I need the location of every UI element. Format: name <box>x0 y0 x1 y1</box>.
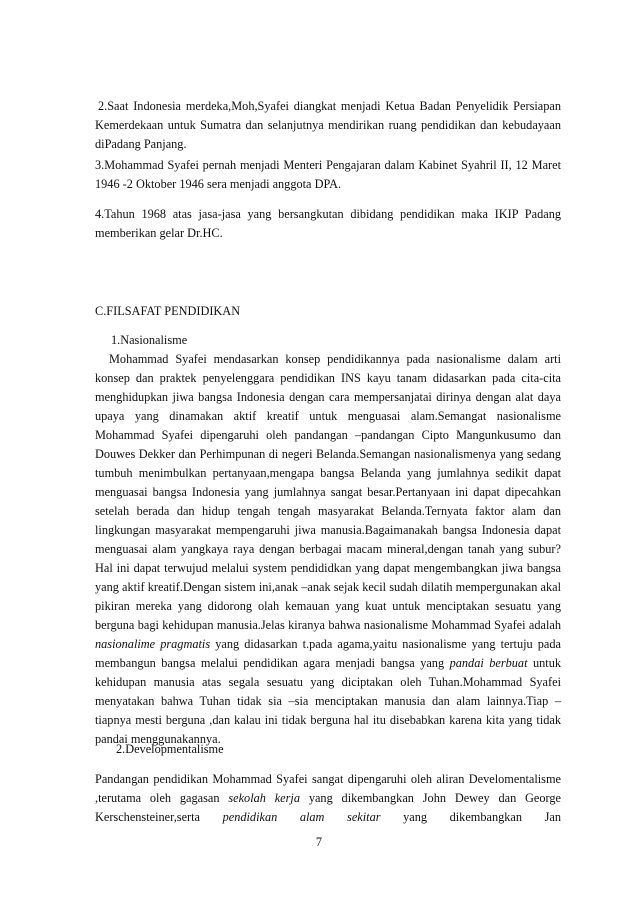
develop-italic-2: pendidikan alam sekitar <box>222 810 381 824</box>
subheading-nasionalisme: 1.Nasionalisme <box>111 333 188 347</box>
nasionalisme-text-3: untuk kehidupan manusia atas segala sesuatu yang diciptakan oleh Tuhan.Mohammad Syafei menyatakan bahwa Tuhan tidak sia –sia menciptakan manusia dan alam lainnya.Tiap – tiapnya mesti berguna ,dan kalau ini tidak berguna hal itu disebabkan karena kita yang tidak pandai menggunakannya. <box>95 656 561 746</box>
develop-text-3: yang dikembangkan Jan <box>380 810 561 824</box>
nasionalisme-italic-1: nasionalime pragmatis <box>95 637 211 651</box>
develop-italic-1: sekolah kerja <box>228 791 300 805</box>
nasionalisme-italic-2: pandai berbuat <box>449 656 528 670</box>
nasionalisme-text-1: Mohammad Syafei mendasarkan konsep pendidikannya pada nasionalisme dalam arti konsep dan praktek penyelenggara pendidikan INS kayu tanam didasarkan pada cita-cita menghidupkan jiwa bangsa Indonesia dengan cara mempersanjatai dirinya dengan alat daya upaya yang dinamakan aktif kreatif untuk menguasai alam.Semangat nasionalisme Mohammad Syafei dipengaruhi oleh pandangan –pandangan Cipto Mangunkusumo dan Douwes Dekker dan Perhimpunan di negeri Belanda.Semangan nasionalismenya yang sedang tumbuh menimbulkan pertanyaan,mengapa bangsa Belanda yang jumlahnya sedikit dapat menguasai bangsa Indonesia yang jumlahnya sangat besar.Pertanyaan ini dapat dipecahkan setelah berada dan hidup tengah tengah masyarakat Belanda.Ternyata faktor alam dan lingkungan masyarakat mempengaruhi jiwa manusia.Bagaimanakah bangsa Indonesia dapat menguasai alam yangkaya raya dengan berbagai macam mineral,dengan tanah yang subur?Hal ini dapat terwujud melalui system pendididkan yang dapat mengembangkan jiwa bangsa yang aktif kreatif.Dengan sistem ini,anak –anak sejak kecil sudah dilatih mempergunakan akal pikiran mereka yang didorong olah kemauan yang kuat untuk menciptakan sesuatu yang berguna bagi kehidupan manusia.Jelas kiranya bahwa nasionalisme Mohammad Syafei adalah <box>95 352 561 632</box>
nasionalisme-text-2: yang didasarkan t.pada agama,yaitu nasionalisme yang tertuju pada membangun bangsa melalui pendidikan agara menjadi bangsa yang <box>95 637 561 670</box>
develop-text-1: Pandangan pendidikan Mohammad Syafei sangat dipengaruhi oleh aliran Develomentalisme ,terutama oleh gagasan <box>95 772 561 805</box>
paragraph-nasionalisme <box>95 350 561 749</box>
paragraph-item-2: 2.Saat Indonesia merdeka,Moh,Syafei diangkat menjadi Ketua Badan Penyelidik Persiapan Kemerdekaan untuk Sumatra dan selanjutnya mendirikan ruang pendidikan dan kebudayaan diPadang Panjang. <box>95 99 561 151</box>
develop-text-2: yang dikembangkan John Dewey dan George Kerschensteiner,serta <box>95 791 562 824</box>
paragraph-item-4: 4.Tahun 1968 atas jasa-jasa yang bersangkutan dibidang pendidikan maka IKIP Padang memberikan gelar Dr.HC. <box>95 207 561 240</box>
paragraph-developmentalisme <box>95 770 561 827</box>
paragraph-item-3: 3.Mohammad Syafei pernah menjadi Menteri Pengajaran dalam Kabinet Syahril II, 12 Maret 1946 -2 Oktober 1946 sera menjadi anggota DPA. <box>95 158 561 191</box>
page-number: 7 <box>315 835 323 849</box>
section-heading: C.FILSAFAT PENDIDIKAN <box>95 304 241 318</box>
subheading-developmentalisme: 2.Developmentalisme <box>116 742 224 756</box>
